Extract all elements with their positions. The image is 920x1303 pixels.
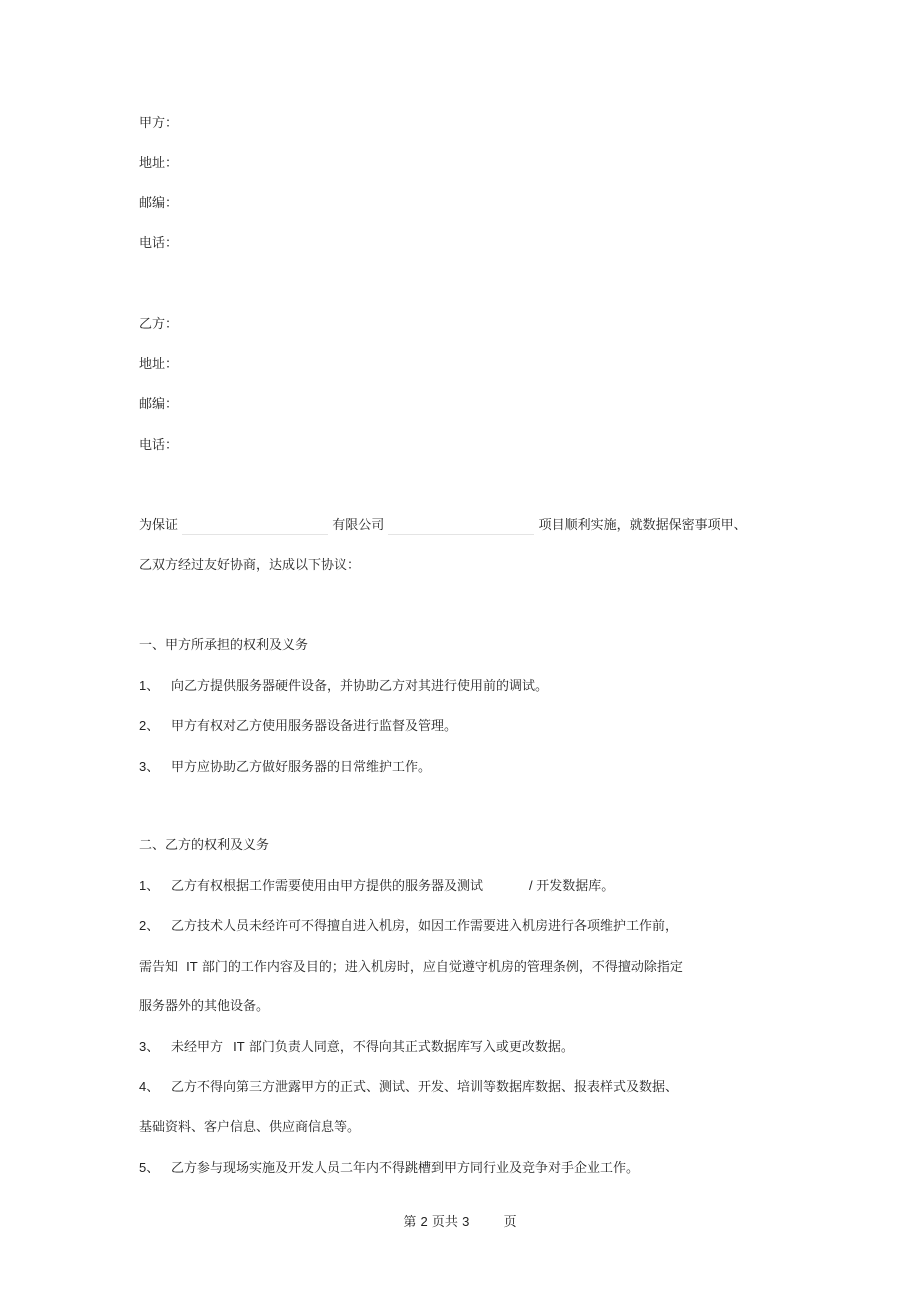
section1-item-2 [139,717,457,736]
company-name-blank[interactable] [182,518,328,535]
section2-item-2-continuation-1 [139,958,683,977]
section2-item-1 [139,877,614,896]
item-number: 1、 [139,678,160,693]
party-a-address-label: 地址： [139,156,179,171]
party-a-phone-label: 电话： [139,236,179,251]
intro-text-3: 项目顺利实施，就数据保密事项甲、 [538,518,747,533]
item-text-part-b: 部门负责人同意，不得向其正式数据库写入或更改数据。 [248,1040,574,1055]
item-number: 3、 [139,759,160,774]
party-a-postcode-label: 邮编： [139,196,179,211]
item-text: 乙方技术人员未经许可不得擅自进入机房，如因工作需要进入机房进行各项维护工作前， [171,919,679,934]
section2-item-5 [139,1159,639,1178]
item-text-part-b: 部门的工作内容及目的；进入机房时，应自觉遵守机房的管理条例，不得擅动除指定 [201,960,683,975]
item-text-it: IT [233,1039,245,1054]
section2-item-3 [139,1038,574,1057]
item-text: 甲方有权对乙方使用服务器设备进行监督及管理。 [171,719,458,734]
intro-line-2: 乙双方经过友好协商，达成以下协议： [139,558,361,573]
item-text-it: IT [186,959,198,974]
item-number: 3、 [139,1039,160,1054]
item-text: 甲方应协助乙方做好服务器的日常维护工作。 [171,760,432,775]
item-text: 乙方参与现场实施及开发人员二年内不得跳槽到甲方同行业及竞争对手企业工作。 [171,1161,640,1176]
section2-item-2 [139,917,678,936]
intro-line-1 [139,517,747,535]
intro-text-1: 为保证 [139,518,179,533]
section2-item-4-continuation: 基础资料、客户信息、供应商信息等。 [139,1120,361,1135]
section2-item-2-continuation-2: 服务器外的其他设备。 [139,999,270,1014]
party-a-name-label: 甲方： [139,116,179,131]
item-text-part-a: 需告知 [139,960,179,975]
item-number: 5、 [139,1160,160,1175]
intro-text-2: 有限公司 [332,518,385,533]
footer-page-number: 2 [420,1214,428,1229]
item-text-part-b: / 开发数据库。 [529,878,615,893]
item-number: 1、 [139,878,160,893]
item-text: 向乙方提供服务器硬件设备，并协助乙方对其进行使用前的调试。 [171,679,549,694]
project-name-blank[interactable] [388,518,534,535]
item-number: 4、 [139,1079,160,1094]
section2-title: 二、乙方的权利及义务 [139,838,270,853]
footer-middle: 页共 [431,1215,458,1230]
item-text-part-a: 未经甲方 [171,1040,224,1055]
item-text-part-a: 乙方有权根据工作需要使用由甲方提供的服务器及测试 [171,879,484,894]
item-number: 2、 [139,718,160,733]
party-b-address-label: 地址： [139,357,179,372]
footer-prefix: 第 [403,1215,417,1230]
page-footer [0,1211,920,1230]
section1-title: 一、甲方所承担的权利及义务 [139,638,309,653]
section2-item-4 [139,1078,678,1097]
section1-item-1 [139,677,548,696]
party-b-postcode-label: 邮编： [139,397,179,412]
party-b-name-label: 乙方： [139,317,179,332]
section1-item-3 [139,758,431,777]
item-number: 2、 [139,918,160,933]
item-text: 乙方不得向第三方泄露甲方的正式、测试、开发、培训等数据库数据、报表样式及数据、 [171,1080,679,1095]
party-b-phone-label: 电话： [139,438,179,453]
footer-suffix: 页 [503,1215,517,1230]
footer-total-pages: 3 [462,1214,470,1229]
